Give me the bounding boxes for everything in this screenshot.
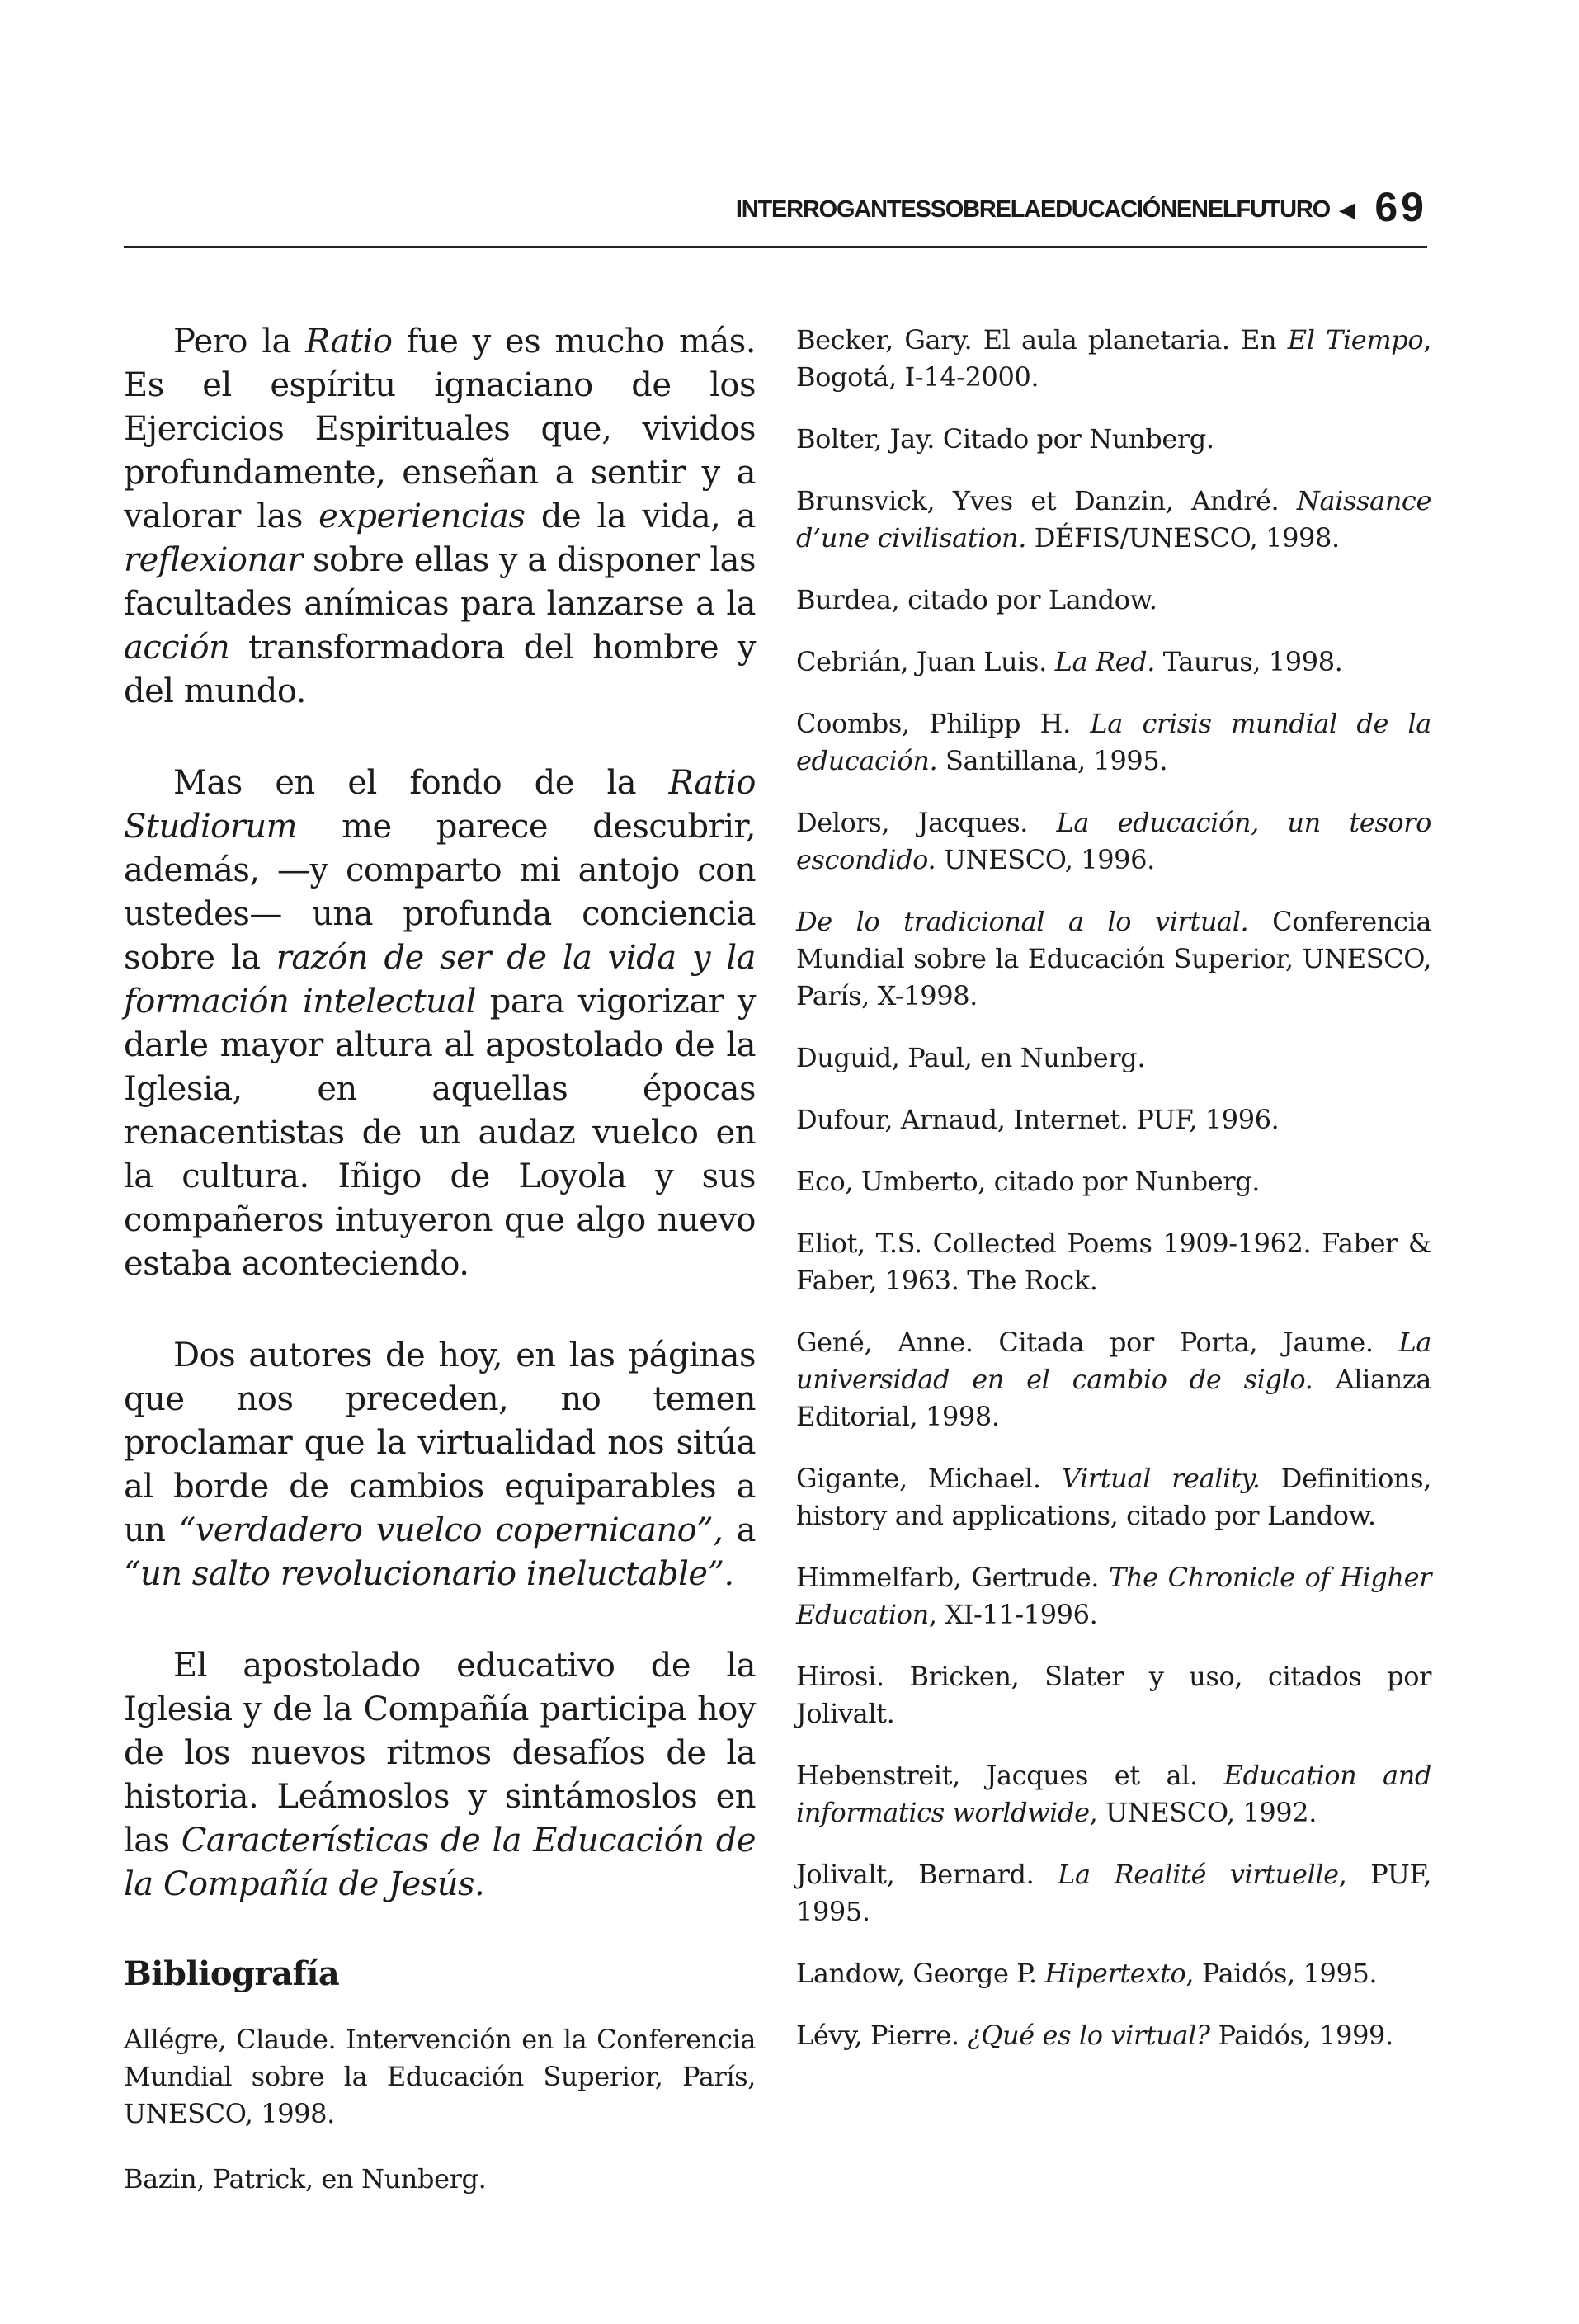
bibliography-entry: Allégre, Claude. Intervención en la Conferencia Mundial sobre la Educación Superior, París, UNESCO, 1998. (124, 2024, 756, 2129)
bibliography-entry: Jolivalt, Bernard. La Realité virtuelle, PUF, 1995. (796, 1859, 1431, 1927)
bibliography-entry: Burdea, citado por Landow. (796, 584, 1157, 615)
running-title: INTERROGANTESSOBRELAEDUCACIÓNENELFUTURO (735, 196, 1330, 223)
bibliography-entry: Gené, Anne. Citada por Porta, Jaume. La universidad en el cambio de siglo. Alianza Editorial, 1998. (796, 1327, 1431, 1432)
bibliography-entry: Duguid, Paul, en Nunberg. (796, 1042, 1146, 1073)
bibliography-entry: Gigante, Michael. Virtual reality. Definitions, history and applications, citado por Landow. (796, 1463, 1431, 1531)
bibliography-entry: Cebrián, Juan Luis. La Red. Taurus, 1998. (796, 646, 1343, 677)
page-number: 69 (1374, 184, 1427, 230)
bibliography-entry: Delors, Jacques. La educación, un tesoro escondido. UNESCO, 1996. (796, 807, 1431, 875)
bibliography-entry: Bolter, Jay. Citado por Nunberg. (796, 423, 1214, 455)
bibliography-entry: Hirosi. Bricken, Slater y uso, citados por Jolivalt. (796, 1661, 1431, 1729)
running-header (124, 184, 1427, 248)
bibliography-entry: Lévy, Pierre. ¿Qué es lo virtual? Paidós, 1999. (796, 2020, 1393, 2051)
bibliography-entry: Eco, Umberto, citado por Nunberg. (796, 1166, 1261, 1197)
bibliography-heading: Bibliografía (124, 1954, 340, 1993)
bibliography-entry: Eliot, T.S. Collected Poems 1909-1962. Faber & Faber, 1963. The Rock. (796, 1228, 1431, 1296)
bibliography-entry: Landow, George P. Hipertexto, Paidós, 1995. (796, 1958, 1378, 1989)
bibliography-entry: Becker, Gary. El aula planetaria. En El Tiempo, Bogotá, I-14-2000. (796, 324, 1432, 393)
bibliography-entry: Dufour, Arnaud, Internet. PUF, 1996. (796, 1104, 1280, 1135)
body-paragraph: Pero la Ratio fue y es mucho más. Es el espíritu ignaciano de los Ejercicios Espirituales que, vividos profundamente, enseñan a sentir y a valorar las experiencias de la vida, a reflexionar sobre ellas y a disponer las facultades anímicas para lanzarse a la acción transformadora del hombre y del mundo. (124, 323, 757, 710)
body-paragraph: El apostolado educativo de la Iglesia y de la Compañía participa hoy de los nuevos ritmos desafíos de la historia. Leámoslos y sintámoslos en las Características de la Educación de la Compañía de Jesús. (124, 1647, 756, 1903)
bibliography-entry: Hebenstreit, Jacques et al. Education and informatics worldwide, UNESCO, 1992. (796, 1760, 1431, 1828)
bibliography-entry: Coombs, Philipp H. La crisis mundial de la educación. Santillana, 1995. (796, 708, 1431, 776)
bibliography-entry: Himmelfarb, Gertrude. The Chronicle of Higher Education, XI-11-1996. (796, 1562, 1431, 1630)
bibliography-entry: De lo tradicional a lo virtual. Conferencia Mundial sobre la Educación Superior, UNESCO, París, X-1998. (796, 906, 1432, 1011)
bibliography-entry: Bazin, Patrick, en Nunberg. (124, 2163, 487, 2194)
left-column (124, 320, 756, 2226)
body-paragraph: Dos autores de hoy, en las páginas que nos preceden, no temen proclamar que la virtualidad nos sitúa al borde de cambios equiparables a un “verdadero vuelco copernicano”, a “un salto revolucionario ineluctable”. (124, 1336, 756, 1593)
bibliography-entry: Brunsvick, Yves et Danzin, André. Naissance d’une civilisation. DÉFIS/UNESCO, 1998. (796, 485, 1431, 554)
body-paragraph: Mas en el fondo de la Ratio Studiorum me parece descubrir, además, —y comparto mi antojo con ustedes— una profunda conciencia sobre la razón de ser de la vida y la formación intelectual para vigorizar y darle mayor altura al apostolado de la Iglesia, en aquellas épocas renacentistas de un audaz vuelco en la cultura. Iñigo de Loyola y sus compañeros intuyeron que algo nuevo estaba aconteciendo. (124, 764, 757, 1283)
right-column (796, 322, 1431, 2079)
triangle-left-icon: ◀ (1339, 198, 1355, 223)
